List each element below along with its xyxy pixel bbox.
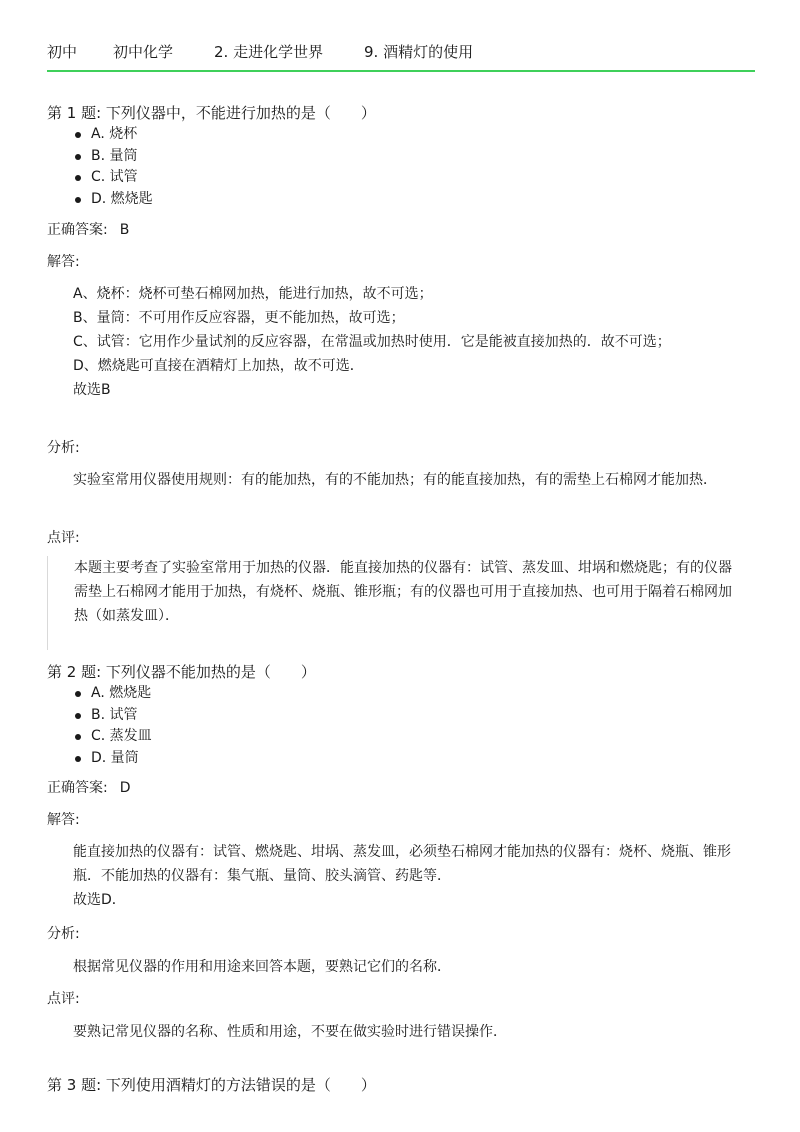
correct-answer-value: B [119,222,130,238]
correct-answer-label: 正确答案: [47,222,108,238]
solution-line: 能直接加热的仪器有：试管、燃烧匙、坩埚、蒸发皿，必须垫石棉网才能加热的仪器有：烧杯、烧瓶、锥形瓶．不能加热的仪器有：集气瓶、量筒、胶头滴管、药匙等． [73,844,731,884]
analysis-text [47,468,733,492]
correct-answer-value: D [119,780,131,796]
question-title: 第 1 题: 下列仪器中，不能进行加热的是（ ） [47,104,376,122]
option-b: B. 试管 [47,705,755,727]
breadcrumb-item-subject[interactable]: 初中化学 [113,42,174,61]
comment-label: 点评: [47,991,80,1007]
header-divider [47,70,755,72]
option-d: D. 量筒 [47,748,755,770]
breadcrumb-item-section[interactable]: 9. 酒精灯的使用 [364,42,474,61]
analysis-label: 分析: [47,440,80,456]
comment-text [47,556,734,650]
correct-answer-row [47,219,755,241]
question-3 [47,1074,755,1096]
correct-answer-row [47,777,755,799]
option-a: A. 烧杯 [47,124,755,146]
breadcrumb-item-chapter[interactable]: 2. 走进化学世界 [214,42,324,61]
option-a: A. 燃烧匙 [47,683,755,705]
option-b: B. 量筒 [47,146,755,168]
solution-line: D、燃烧匙可直接在酒精灯上加热，故不可选． [73,358,364,374]
solution-line: 故选D． [73,892,126,908]
comment-paragraph: 要熟记常见仪器的名称、性质和用途，不要在做实验时进行错误操作． [73,1024,507,1040]
breadcrumb-item-level[interactable]: 初中 [47,42,78,61]
options-list [47,683,755,769]
solution-text [47,282,733,402]
option-c: C. 蒸发皿 [47,726,755,748]
comment-text [47,1020,733,1044]
solution-line: B、量筒：不可用作反应容器，更不能加热，故可选； [73,310,405,326]
options-list [47,124,755,210]
solution-text [47,840,733,912]
solution-line: C、试管：它用作少量试剂的反应容器，在常温或加热时使用．它是能被直接加热的．故不可选； [73,334,671,350]
option-d: D. 燃烧匙 [47,189,755,211]
question-2 [47,661,755,769]
analysis-label: 分析: [47,926,80,942]
analysis-paragraph: 实验室常用仪器使用规则：有的能加热，有的不能加热；有的能直接加热，有的需垫上石棉网才能加热． [73,472,717,488]
option-c: C. 试管 [47,167,755,189]
analysis-text [47,955,733,979]
question-title: 第 2 题: 下列仪器不能加热的是（ ） [47,663,316,681]
solution-line: A、烧杯：烧杯可垫石棉网加热，能进行加热，故不可选； [73,286,433,302]
solution-label: 解答: [47,812,80,828]
comment-label: 点评: [47,530,80,546]
question-1 [47,102,755,210]
comment-paragraph: 本题主要考查了实验室常用于加热的仪器．能直接加热的仪器有：试管、蒸发皿、坩埚和燃烧匙；有的仪器需垫上石棉网才能用于加热，有烧杯、烧瓶、锥形瓶；有的仪器也可用于直接加热、也可用于隔着石棉网加热（如蒸发皿）． [74,560,732,624]
breadcrumb [47,40,473,62]
analysis-paragraph: 根据常见仪器的作用和用途来回答本题，要熟记它们的名称． [73,959,451,975]
solution-label: 解答: [47,254,80,270]
correct-answer-label: 正确答案: [47,780,108,796]
solution-line: 故选B [73,382,111,398]
question-title: 第 3 题: 下列使用酒精灯的方法错误的是（ ） [47,1076,376,1094]
